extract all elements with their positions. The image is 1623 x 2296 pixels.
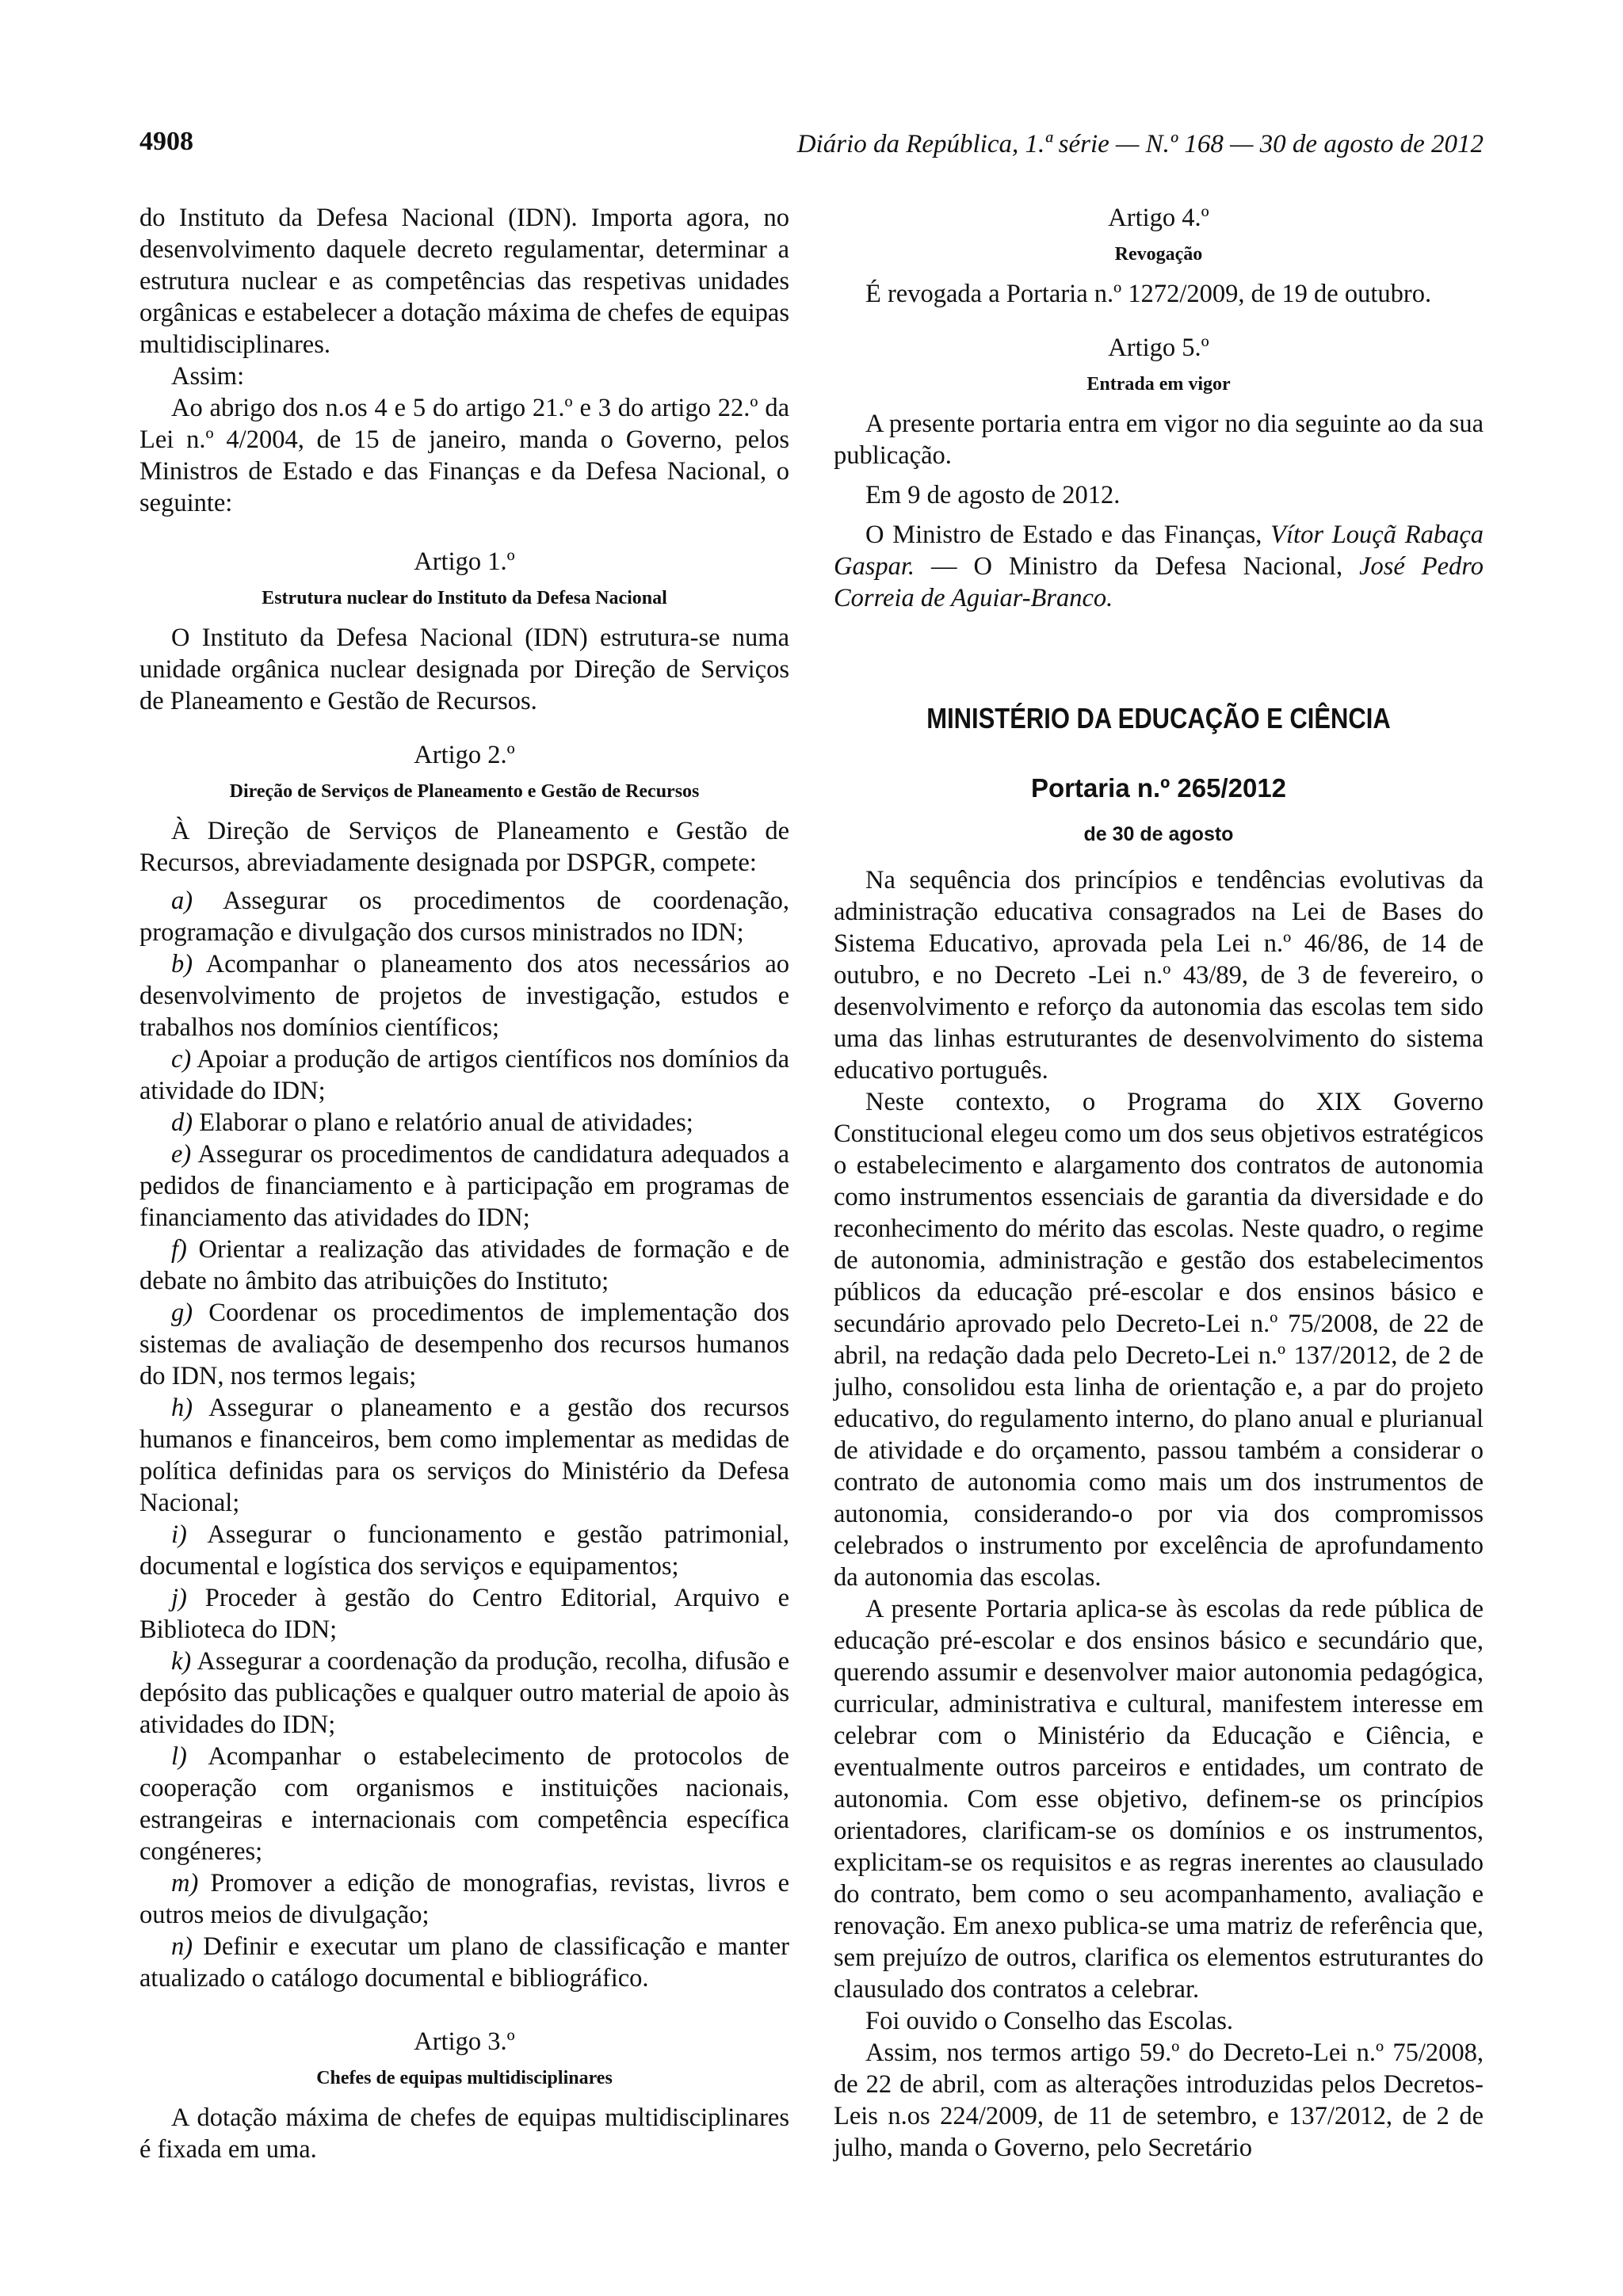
signature-2-role: — O Ministro da Defesa Nacional, xyxy=(915,552,1360,581)
portaria-paragraph: A presente Portaria aplica-se às escolas da rede pública de educação pré-escolar e dos ensinos básico e secundário que, querendo assumir e desenvolver maior autonomia pedagógica, curricular, administrativa e cultural, manifestem interesse em celebrar com o Ministério da Educação e Ciência, e eventualmente outros parceiros e entidades, um contrato de autonomia. Com esse objetivo, definem-se os princípios orientadores, clarificam-se os domínios e os instrumentos, explicitam-se os requisitos e as regras inerentes ao clausulado do contrato, bem como o seu acompanhamento, avaliação e renovação. Em anexo publica-se uma matriz de referência que, sem prejuízo de outros, clarifica os elementos estruturantes do clausulado dos contratos a celebrar. xyxy=(834,1595,1484,2004)
article-4-subtitle: Revogação xyxy=(1114,244,1203,265)
article-1-title: Artigo 1.º xyxy=(414,547,515,576)
item-letter: c) xyxy=(171,1045,192,1074)
item-letter: l) xyxy=(171,1742,187,1771)
article-3-text: A dotação máxima de chefes de equipas multidisciplinares é fixada em uma. xyxy=(139,2103,789,2164)
item-text: Orientar a realização das atividades de formação e de debate no âmbito das atribuições do Instituto; xyxy=(139,1235,789,1295)
item-letter: f) xyxy=(171,1235,187,1264)
list-item xyxy=(139,1931,789,1994)
list-item xyxy=(139,1138,789,1234)
signature-2-name: José Pedro Correia de Aguiar-Branco. xyxy=(834,552,1484,612)
item-letter: b) xyxy=(171,950,193,978)
list-item xyxy=(139,1582,789,1646)
article-3-title: Artigo 3.º xyxy=(414,2027,515,2056)
item-letter: g) xyxy=(171,1299,193,1327)
article-5-text: A presente portaria entra em vigor no dia seguinte ao da sua publicação. xyxy=(834,410,1484,470)
article-1-subtitle: Estrutura nuclear do Instituto da Defesa Nacional xyxy=(262,588,667,608)
item-text: Acompanhar o estabelecimento de protocolos de cooperação com organismos e instituições nacionais, estrangeiras e internacionais com competência específica congéneres; xyxy=(139,1742,789,1866)
list-item xyxy=(139,1741,789,1867)
item-text: Acompanhar o planeamento dos atos necessários ao desenvolvimento de projetos de investigação, estudos e trabalhos nos domínios científicos; xyxy=(139,950,789,1042)
item-letter: i) xyxy=(171,1520,187,1549)
list-item xyxy=(139,1234,789,1297)
ministry-heading: MINISTÉRIO DA EDUCAÇÃO E CIÊNCIA xyxy=(926,702,1391,734)
item-text: Assegurar a coordenação da produção, recolha, difusão e depósito das publicações e qualquer outro material de apoio às atividades do IDN; xyxy=(139,1647,789,1739)
article-4-title: Artigo 4.º xyxy=(1108,204,1209,232)
item-text: Coordenar os procedimentos de implementação dos sistemas de avaliação de desempenho dos recursos humanos do IDN, nos termos legais; xyxy=(139,1299,789,1390)
item-letter: k) xyxy=(171,1647,192,1676)
list-item xyxy=(139,948,789,1043)
list-item xyxy=(139,1297,789,1392)
list-item xyxy=(139,1392,789,1519)
list-item xyxy=(139,1043,789,1107)
item-letter: j) xyxy=(171,1584,187,1612)
portaria-title: Portaria n.º 265/2012 xyxy=(1030,773,1287,803)
item-text: Definir e executar um plano de classificação e manter atualizado o catálogo documental e bibliográfico. xyxy=(139,1932,789,1993)
item-letter: m) xyxy=(171,1869,199,1897)
item-letter: e) xyxy=(171,1140,192,1169)
list-item xyxy=(139,885,789,948)
portaria-date: de 30 de agosto xyxy=(1083,823,1234,845)
article-5-title: Artigo 5.º xyxy=(1108,334,1209,362)
article-2-subtitle: Direção de Serviços de Planeamento e Gestão de Recursos xyxy=(229,781,700,802)
competence-list xyxy=(139,885,789,1994)
list-item xyxy=(139,1867,789,1931)
item-text: Apoiar a produção de artigos científicos nos domínios da atividade do IDN; xyxy=(139,1045,789,1105)
article-4-text: É revogada a Portaria n.º 1272/2009, de 19 de outubro. xyxy=(865,280,1432,308)
item-text: Proceder à gestão do Centro Editorial, Arquivo e Biblioteca do IDN; xyxy=(139,1584,789,1644)
article-2-title: Artigo 2.º xyxy=(414,741,515,769)
item-text: Elaborar o plano e relatório anual de atividades; xyxy=(193,1108,693,1137)
article-1-text: O Instituto da Defesa Nacional (IDN) estrutura-se numa unidade orgânica nuclear designada por Direção de Serviços de Planeamento e Gestão de Recursos. xyxy=(139,624,789,715)
item-text: Promover a edição de monografias, revistas, livros e outros meios de divulgação; xyxy=(139,1869,789,1929)
portaria-paragraph: Neste contexto, o Programa do XIX Governo Constitucional elegeu como um dos seus objetivos estratégicos o estabelecimento e alargamento dos contratos de autonomia como instrumentos essenciais de garantia da diversidade e do reconhecimento do mérito das escolas. Neste quadro, o regime de autonomia, administração e gestão dos estabelecimentos públicos da educação pré-escolar e dos ensinos básico e secundário aprovado pelo Decreto-Lei n.º 75/2008, de 22 de abril, na redação dada pelo Decreto-Lei n.º 137/2012, de 2 de julho, consolidou esta linha de orientação e, a par do projeto educativo, do regulamento interno, do plano anual e plurianual de atividade e do orçamento, passou também a considerar o contrato de autonomia como mais um dos instrumentos de autonomia, considerando-o por via dos compromissos celebrados o instrumento por excelência de aprofundamento da autonomia das escolas. xyxy=(834,1088,1484,1592)
article-2-text: À Direção de Serviços de Planeamento e Gestão de Recursos, abreviadamente designada por DSPGR, compete: xyxy=(139,817,789,877)
item-letter: a) xyxy=(171,887,193,915)
page-number: 4908 xyxy=(139,127,193,156)
running-title: Diário da República, 1.ª série — N.º 168 — 30 de agosto de 2012 xyxy=(796,130,1484,158)
item-text: Assegurar o funcionamento e gestão patrimonial, documental e logística dos serviços e equipamentos; xyxy=(139,1520,789,1581)
intro-paragraph: do Instituto da Defesa Nacional (IDN). Importa agora, no desenvolvimento daquele decreto regulamentar, determinar a estrutura nuclear e as competências das respetivas unidades orgânicas e estabelecer a dotação máxima de chefes de equipas multidisciplinares. xyxy=(139,204,789,359)
left-column xyxy=(139,202,789,2165)
signatures xyxy=(834,519,1484,614)
item-letter: n) xyxy=(171,1932,193,1961)
portaria-paragraph: Assim, nos termos artigo 59.º do Decreto-Lei n.º 75/2008, de 22 de abril, com as alterações introduzidas pelos Decretos-Leis n.os 224/2009, de 11 de setembro, e 137/2012, de 2 de julho, manda o Governo, pelo Secretário xyxy=(834,2039,1484,2162)
portaria-paragraph: Foi ouvido o Conselho das Escolas. xyxy=(865,2007,1234,2035)
list-item xyxy=(139,1107,789,1138)
list-item xyxy=(139,1646,789,1741)
item-letter: d) xyxy=(171,1108,193,1137)
item-text: Assegurar o planeamento e a gestão dos recursos humanos e financeiros, bem como implementar as medidas de política definidas para os serviços do Ministério da Defesa Nacional; xyxy=(139,1394,789,1517)
signing-date: Em 9 de agosto de 2012. xyxy=(865,481,1121,509)
item-letter: h) xyxy=(171,1394,193,1422)
portaria-paragraph: Na sequência dos princípios e tendências evolutivas da administração educativa consagrados na Lei de Bases do Sistema Educativo, aprovada pela Lei n.º 46/86, de 14 de outubro, e no Decreto -Lei n.º 43/89, de 3 de fevereiro, o desenvolvimento e reforço da autonomia das escolas tem sido uma das linhas estruturantes de desenvolvimento do sistema educativo português. xyxy=(834,866,1484,1085)
signature-1-role: O Ministro de Estado e das Finanças, xyxy=(865,521,1271,549)
article-5-subtitle: Entrada em vigor xyxy=(1086,374,1231,395)
item-text: Assegurar os procedimentos de candidatura adequados a pedidos de financiamento e à participação em programas de financiamento das atividades do IDN; xyxy=(139,1140,789,1232)
right-column xyxy=(834,202,1484,2164)
signature-1-name: Vítor Louçã Rabaça Gaspar. xyxy=(834,521,1484,581)
abrigo-paragraph: Ao abrigo dos n.os 4 e 5 do artigo 21.º e 3 do artigo 22.º da Lei n.º 4/2004, de 15 de janeiro, manda o Governo, pelos Ministros de Estado e das Finanças e da Defesa Nacional, o seguinte: xyxy=(139,394,789,517)
item-text: Assegurar os procedimentos de coordenação, programação e divulgação dos cursos ministrados no IDN; xyxy=(139,887,789,947)
list-item xyxy=(139,1519,789,1582)
assim-paragraph: Assim: xyxy=(171,362,245,391)
article-3-subtitle: Chefes de equipas multidisciplinares xyxy=(316,2068,613,2088)
